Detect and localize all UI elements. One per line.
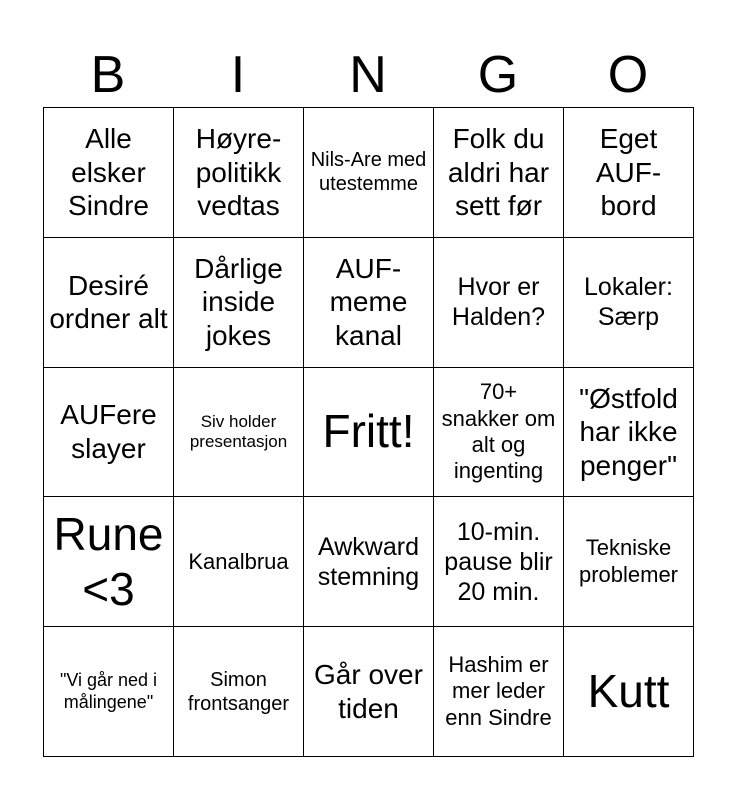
bingo-cell[interactable] <box>564 497 694 627</box>
bingo-cell[interactable] <box>304 627 434 757</box>
bingo-cell[interactable] <box>434 108 564 238</box>
cell-text: Alle elsker Sindre <box>68 123 149 222</box>
cell-text: 70+ snakker om alt og ingenting <box>441 379 556 484</box>
cell-text: "Vi går ned i målingene" <box>59 670 158 712</box>
header-letter-b: B <box>90 46 126 104</box>
bingo-header <box>43 42 693 108</box>
cell-text: Kutt <box>587 665 670 717</box>
bingo-cell[interactable] <box>44 627 174 757</box>
bingo-cell[interactable] <box>564 108 694 238</box>
cell-text: AUF-meme kanal <box>329 252 408 351</box>
cell-text: AUFere slayer <box>60 399 157 464</box>
bingo-cell[interactable] <box>304 238 434 368</box>
cell-text: 10-min. pause blir 20 min. <box>444 517 553 606</box>
bingo-cell free-space[interactable] <box>304 368 434 498</box>
cell-text: Hashim er mer leder enn Sindre <box>445 652 552 730</box>
bingo-cell[interactable] <box>564 627 694 757</box>
cell-text: Desiré ordner alt <box>49 269 168 335</box>
bingo-cell[interactable] <box>174 368 304 498</box>
bingo-cell[interactable] <box>304 497 434 627</box>
cell-text: Fritt! <box>322 405 415 458</box>
bingo-cell[interactable] <box>44 497 174 627</box>
cell-text: Simon frontsanger <box>187 668 290 715</box>
bingo-cell[interactable] <box>174 108 304 238</box>
cell-text: Siv holder presentasjon <box>189 411 288 451</box>
bingo-cell[interactable] <box>304 108 434 238</box>
bingo-cell[interactable] <box>434 627 564 757</box>
cell-text: Folk du aldri har sett før <box>447 123 550 222</box>
cell-text: Nils-Are med utestemme <box>310 149 427 196</box>
cell-text: Kanalbrua <box>188 548 289 574</box>
bingo-grid <box>43 107 694 757</box>
bingo-cell[interactable] <box>174 238 304 368</box>
bingo-cell[interactable] <box>44 368 174 498</box>
cell-text: "Østfold har ikke penger" <box>579 382 678 481</box>
bingo-cell[interactable] <box>44 238 174 368</box>
cell-text: Går over tiden <box>314 659 423 724</box>
bingo-cell[interactable] <box>174 627 304 757</box>
bingo-cell[interactable] <box>174 497 304 627</box>
header-letter-g: G <box>477 46 519 104</box>
cell-text: Lokaler: Særp <box>584 273 673 332</box>
cell-text: Høyre-politikk vedtas <box>195 123 282 222</box>
bingo-cell[interactable] <box>434 238 564 368</box>
bingo-cell[interactable] <box>564 238 694 368</box>
bingo-cell[interactable] <box>564 368 694 498</box>
cell-text: Tekniske problemer <box>578 535 679 587</box>
bingo-cell[interactable] <box>434 368 564 498</box>
cell-text: Hvor er Halden? <box>451 273 546 332</box>
cell-text: Awkward stemning <box>317 532 420 591</box>
cell-text: Rune <3 <box>53 507 164 615</box>
cell-text: Dårlige inside jokes <box>194 252 283 351</box>
bingo-cell[interactable] <box>434 497 564 627</box>
header-letter-i: I <box>230 46 246 104</box>
header-letter-o: O <box>607 46 649 104</box>
header-letter-n: N <box>349 46 387 104</box>
bingo-cell[interactable] <box>44 108 174 238</box>
cell-text: Eget AUF-bord <box>595 123 662 222</box>
